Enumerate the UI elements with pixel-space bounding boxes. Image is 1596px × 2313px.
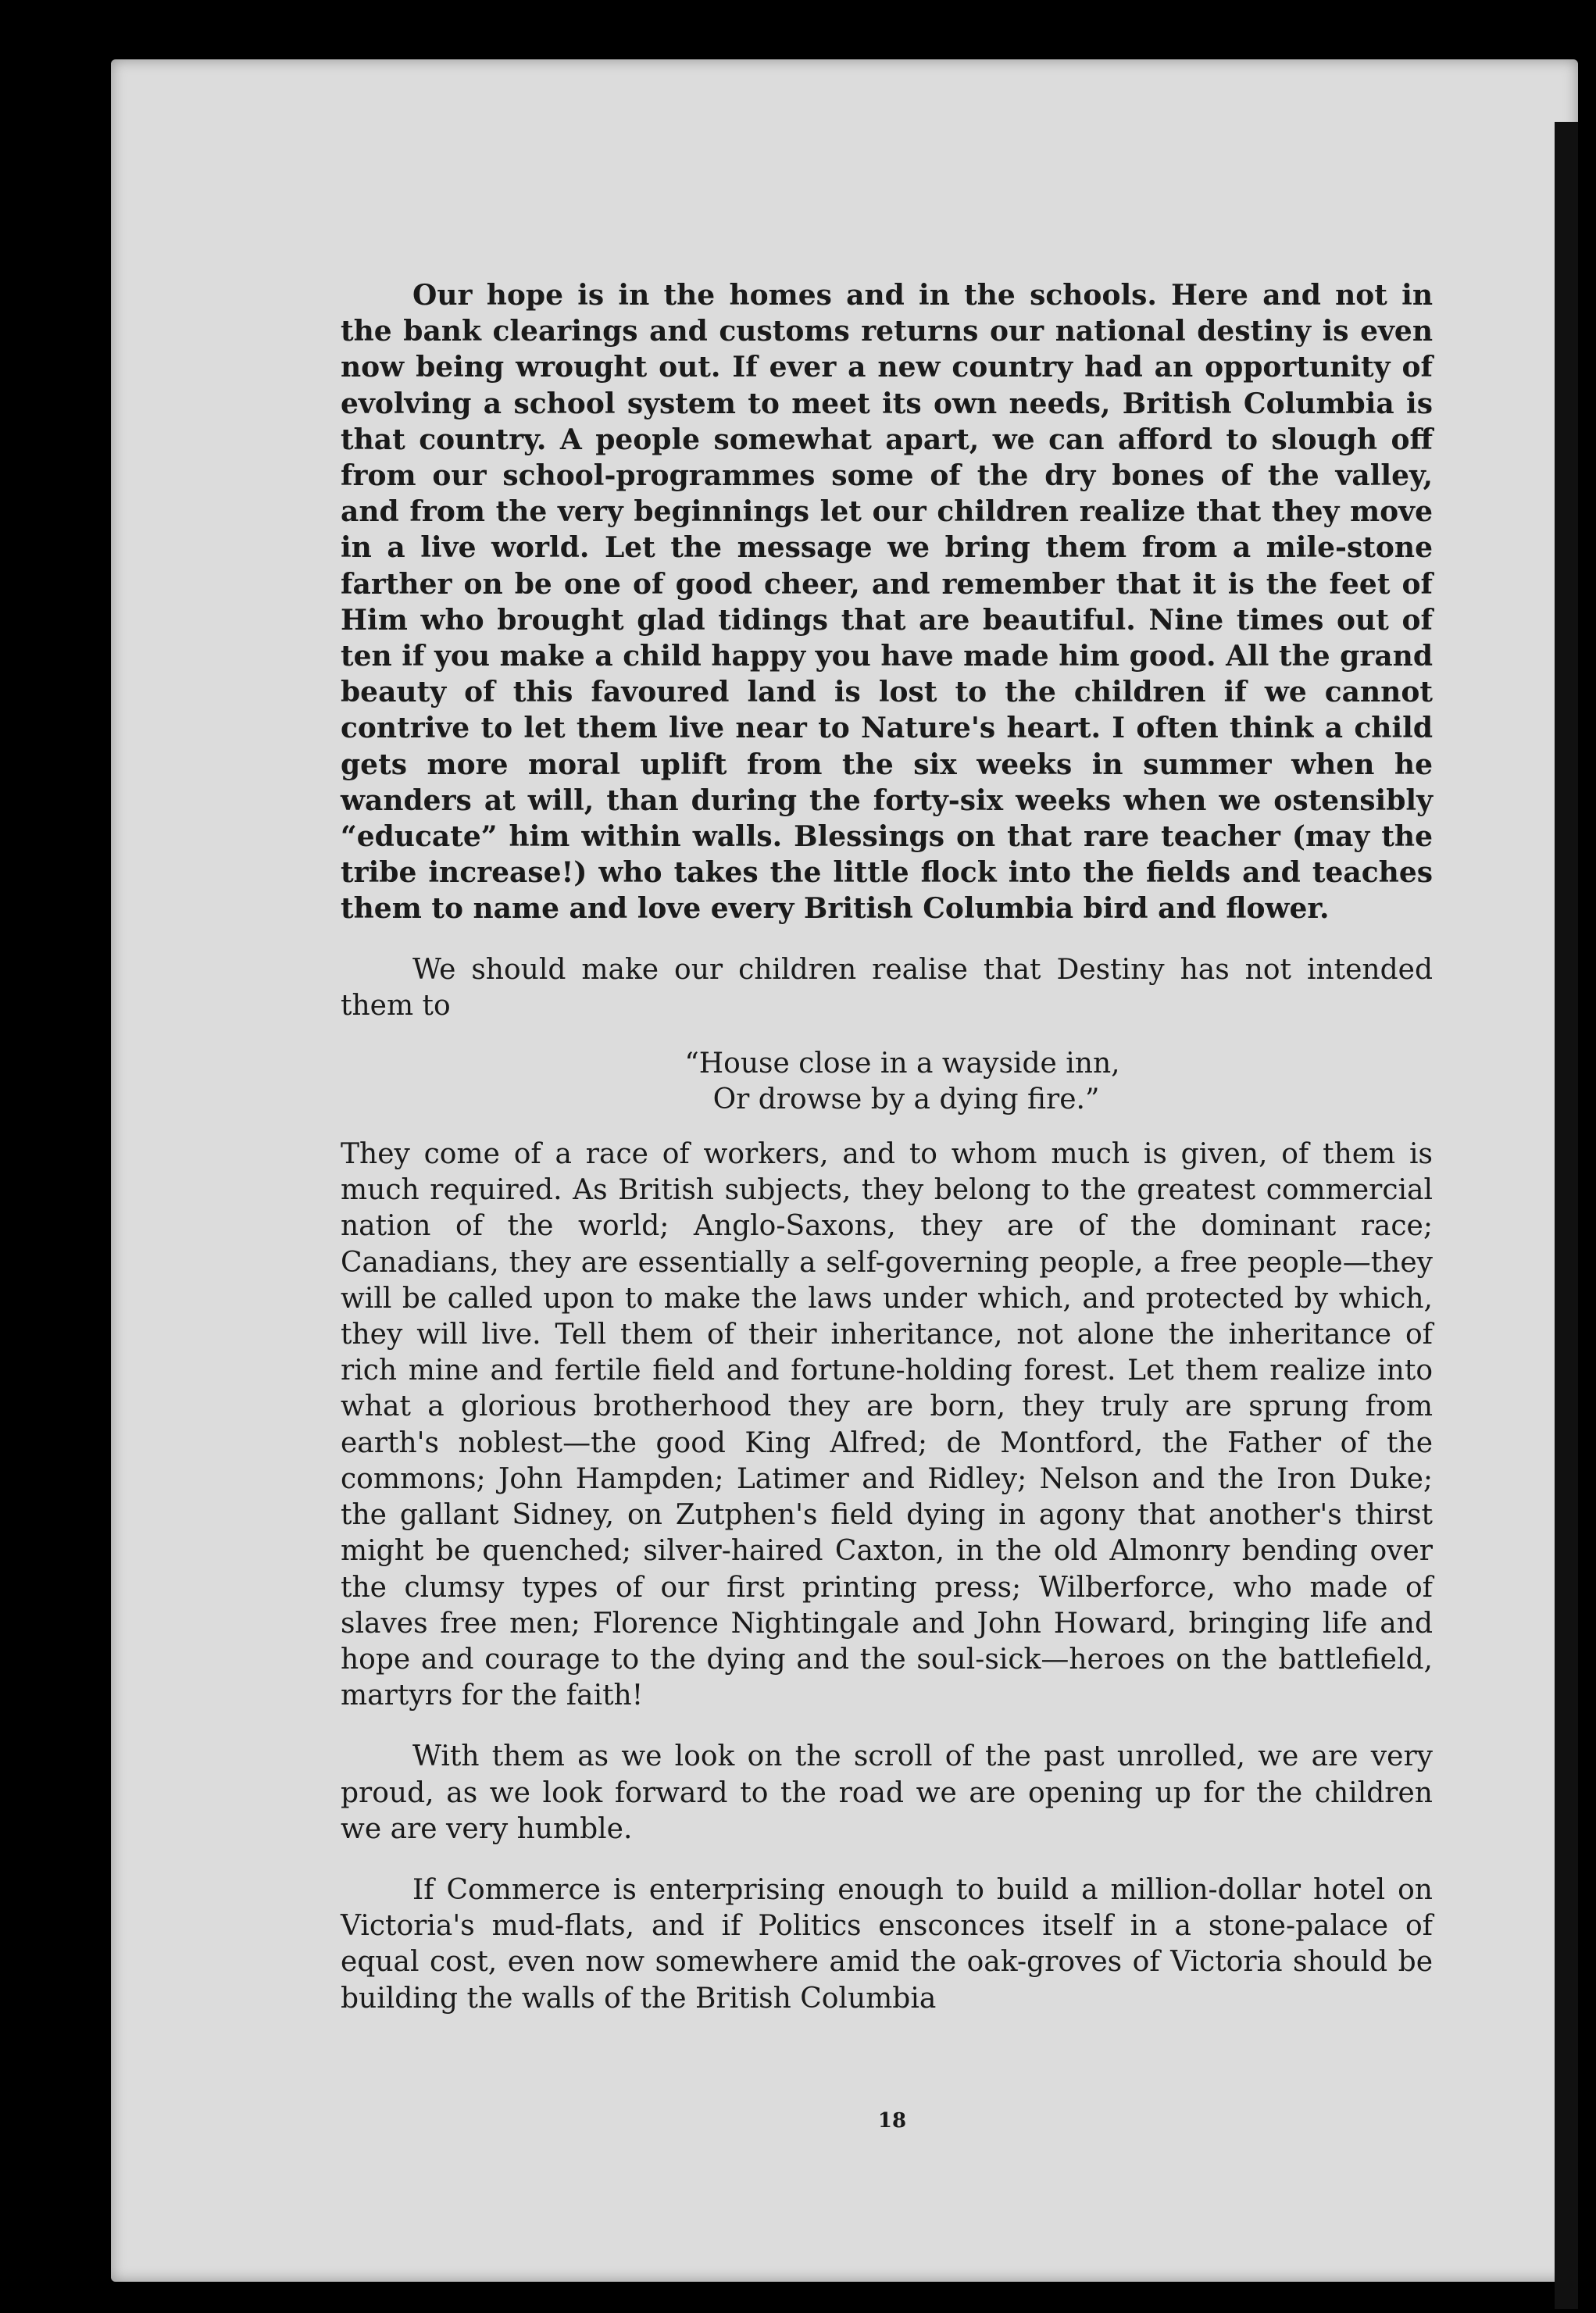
body-text [341,277,1433,2017]
page-binding-edge [1555,122,1578,2309]
paragraph-commerce: If Commerce is enterprising enough to build a million-dollar hotel on Victoria's mud-flats, and if Politics ensconces itself in a stone-palace of equal cost, even now somewhere amid the oak-groves of Victoria should be building the walls of the British Columbia [341,1873,1433,2015]
page-number: 18 [877,2109,907,2133]
paragraph-scroll-of-the-past: With them as we look on the scroll of the past unrolled, we are very proud, as we look forward to the road we are opening up for the children we are very humble. [341,1740,1433,1845]
paragraph-race-of-workers: They come of a race of workers, and to whom much is given, of them is much required. As British subjects, they belong to the greatest commercial nation of the world; Anglo-Saxons, they are of the dominant race; Canadians, they are essentially a self-governing people, a free people—they will be called upon to make the laws under which, and protected by which, they will live. Tell them of their inheritance, not alone the inheritance of rich mine and fertile field and fortune-holding forest. Let them realize into what a glorious brotherhood they are born, they truly are sprung from earth's noblest—the good King Alfred; de Montford, the Father of the commons; John Hampden; Latimer and Ridley; Nelson and the Iron Duke; the gallant Sidney, on Zutphen's field dying in agony that another's thirst might be quenched; silver-haired Caxton, in the old Almonry bending over the clumsy types of our first printing press; Wilberforce, who made of slaves free men; Florence Nightingale and John Howard, bringing life and hope and courage to the dying and the soul-sick—heroes on the battlefield, martyrs for the faith! [341,1138,1433,1712]
verse-quotation [341,1046,1433,1118]
verse-line-1: “House close in a wayside inn, [684,1048,1120,1080]
paragraph-homes-and-schools: Our hope is in the homes and in the schools. Here and not in the bank clearings and customs returns our national destiny is even now being wrought out. If ever a new country had an opportunity of evolving a school system to meet its own needs, British Columbia is that country. A people somewhat apart, we can afford to slough off from our school-programmes some of the dry bones of the valley, and from the very beginnings let our children realize that they move in a live world. Let the message we bring them from a mile-stone farther on be one of good cheer, and remember that it is the feet of Him who brought glad tidings that are beautiful. Nine times out of ten if you make a child happy you have made him good. All the grand beauty of this favoured land is lost to the children if we cannot contrive to let them live near to Nature's heart. I often think a child gets more moral uplift from the six weeks in summer when he wanders at will, than during the forty-six weeks when we ostensibly “educate” him within walls. Blessings on that rare teacher (may the tribe increase!) who takes the little flock into the fields and teaches them to name and love every British Columbia bird and flower. [341,279,1433,926]
paragraph-destiny: We should make our children realise that Destiny has not intended them to [341,953,1433,1022]
verse-line-2: Or drowse by a dying fire.” [712,1083,1100,1116]
